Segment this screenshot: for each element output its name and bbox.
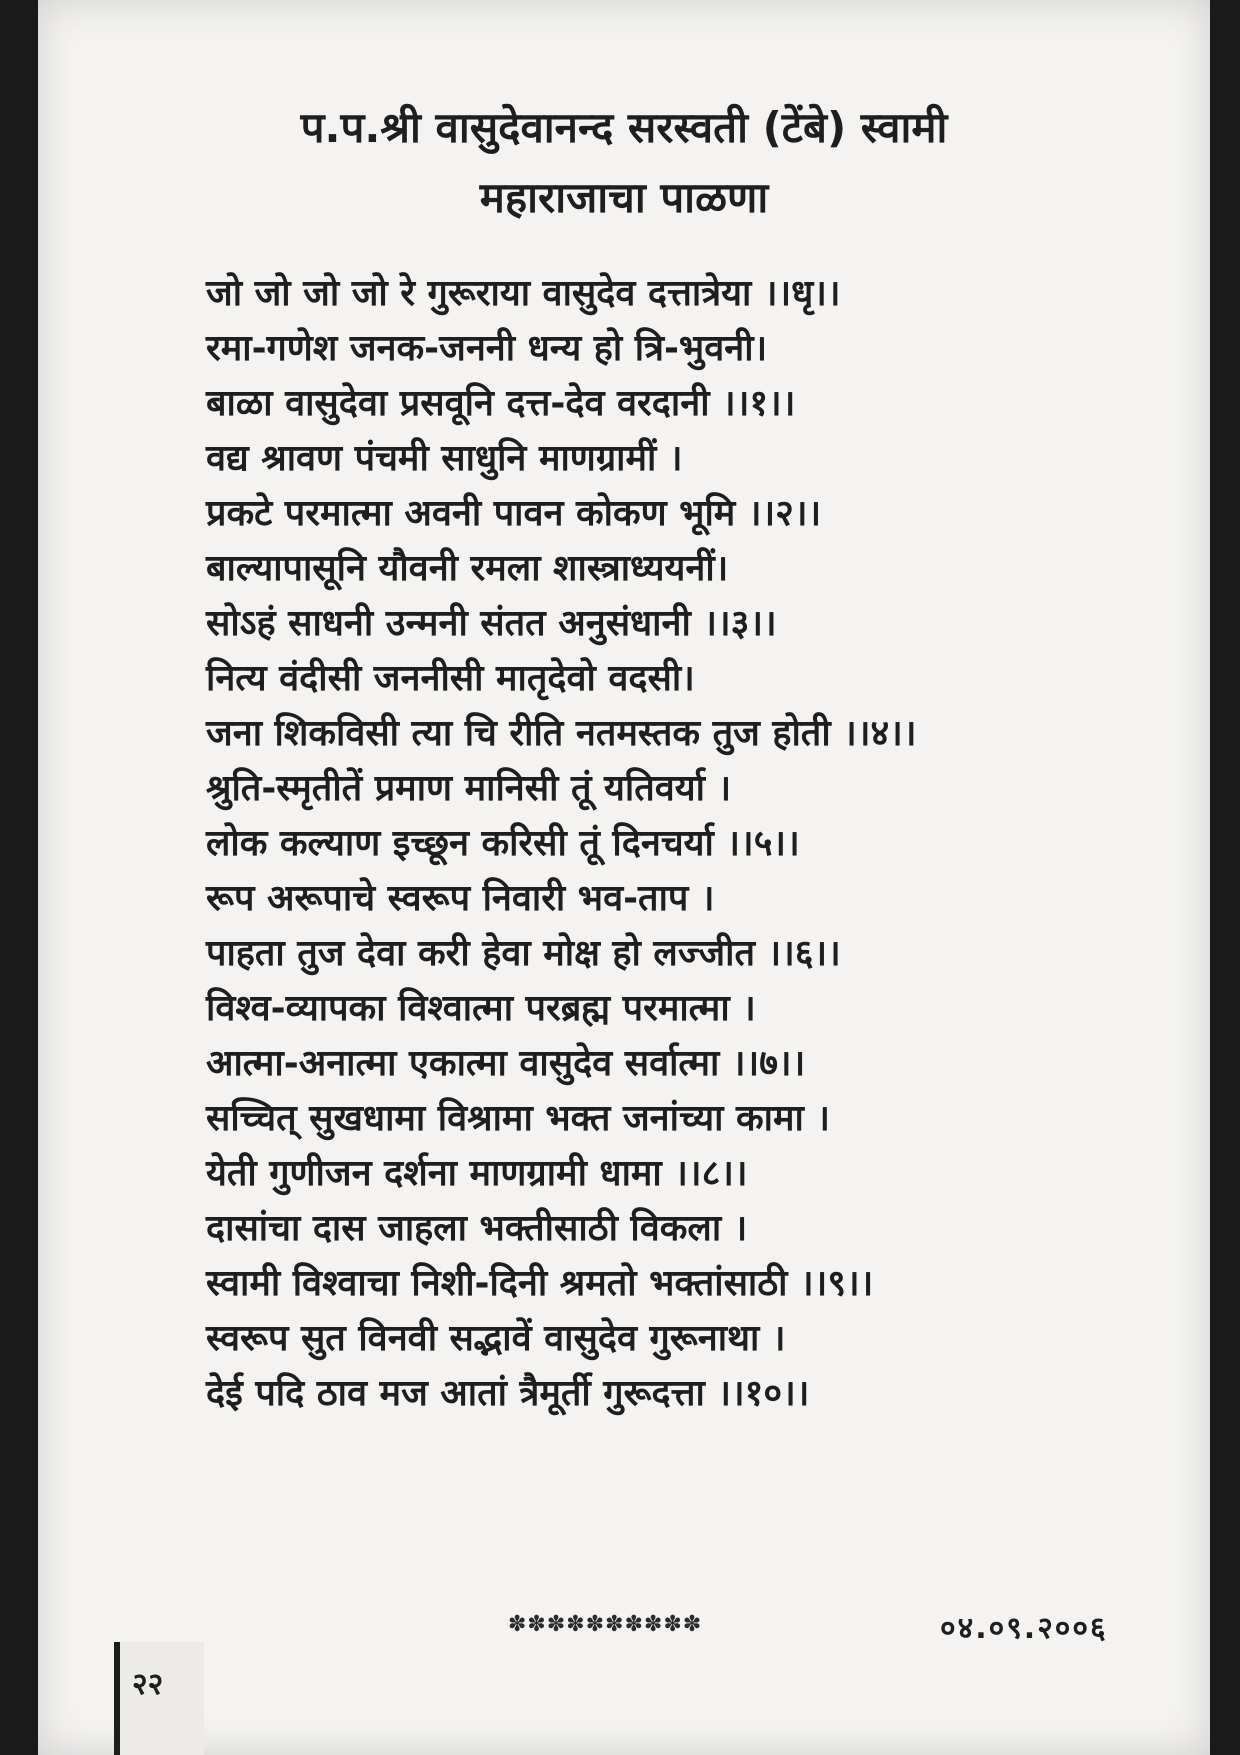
verse-line: स्वामी विश्वाचा निशी-दिनी श्रमतो भक्तांसाठी ।।९।। bbox=[206, 1263, 874, 1304]
verse-line: जना शिकविसी त्या चि रीति नतमस्तक तुज होती ।।४।। bbox=[206, 713, 917, 754]
page-number-box bbox=[114, 1642, 204, 1755]
book-page bbox=[38, 0, 1210, 1755]
verse-line: रूप अरूपाचे स्वरूप निवारी भव-ताप । bbox=[206, 878, 715, 919]
verse-line: आत्मा-अनात्मा एकात्मा वासुदेव सर्वात्मा ।।७।। bbox=[206, 1043, 806, 1084]
verse-line: श्रुति-स्मृतीतें प्रमाण मानिसी तूं यतिवर्या । bbox=[206, 768, 732, 809]
verse-line: लोक कल्याण इच्छून करिसी तूं दिनचर्या ।।५।। bbox=[206, 823, 800, 864]
ornament-stars: ✽✽✽✽✽✽✽✽✽✽ bbox=[508, 1612, 703, 1637]
title-line-2: महाराजाचा पाळणा bbox=[479, 173, 769, 222]
verse-line: स्वरूप सुत विनवी सद्भावें वासुदेव गुरूनाथा । bbox=[206, 1318, 786, 1359]
verse-line: पाहता तुज देवा करी हेवा मोक्ष हो लज्जीत ।।६।। bbox=[206, 933, 841, 974]
page-number: २२ bbox=[132, 1667, 164, 1702]
verse-line: विश्व-व्यापका विश्वात्मा परब्रह्म परमात्मा । bbox=[206, 988, 756, 1029]
verse-line: दासांचा दास जाहला भक्तीसाठी विकला । bbox=[206, 1208, 748, 1249]
verse-line: बाळा वासुदेवा प्रसवूनि दत्त-देव वरदानी ।।१।। bbox=[206, 383, 796, 424]
verse-line: नित्य वंदीसी जननीसी मातृदेवो वदसी। bbox=[206, 658, 695, 699]
verse-line: वद्य श्रावण पंचमी साधुनि माणग्रामीं । bbox=[206, 438, 683, 479]
verse-line: रमा-गणेश जनक-जननी धन्य हो त्रि-भुवनी। bbox=[206, 328, 768, 369]
verse-line: सच्चित् सुखधामा विश्रामा भक्त जनांच्या कामा । bbox=[206, 1098, 830, 1139]
verse-line: देई पदि ठाव मज आतां त्रैमूर्ती गुरूदत्ता ।।१०।। bbox=[206, 1373, 810, 1414]
verse-line: बाल्यापासूनि यौवनी रमला शास्त्राध्ययनीं। bbox=[206, 548, 729, 589]
verse-line: प्रकटे परमात्मा अवनी पावन कोकण भूमि ।।२।। bbox=[206, 493, 822, 534]
verse-line: सोऽहं साधनी उन्मनी संतत अनुसंधानी ।।३।। bbox=[206, 603, 777, 644]
verse-line: येती गुणीजन दर्शना माणग्रामी धामा ।।८।। bbox=[206, 1153, 748, 1194]
title-line-1: प.प.श्री वासुदेवानन्द सरस्वती (टेंबे) स्वामी bbox=[300, 103, 948, 152]
date-stamp: ०४.०९.२००६ bbox=[940, 1611, 1108, 1646]
verse-line: जो जो जो जो रे गुरूराया वासुदेव दत्तात्रेया ।।धृ।। bbox=[206, 273, 841, 314]
